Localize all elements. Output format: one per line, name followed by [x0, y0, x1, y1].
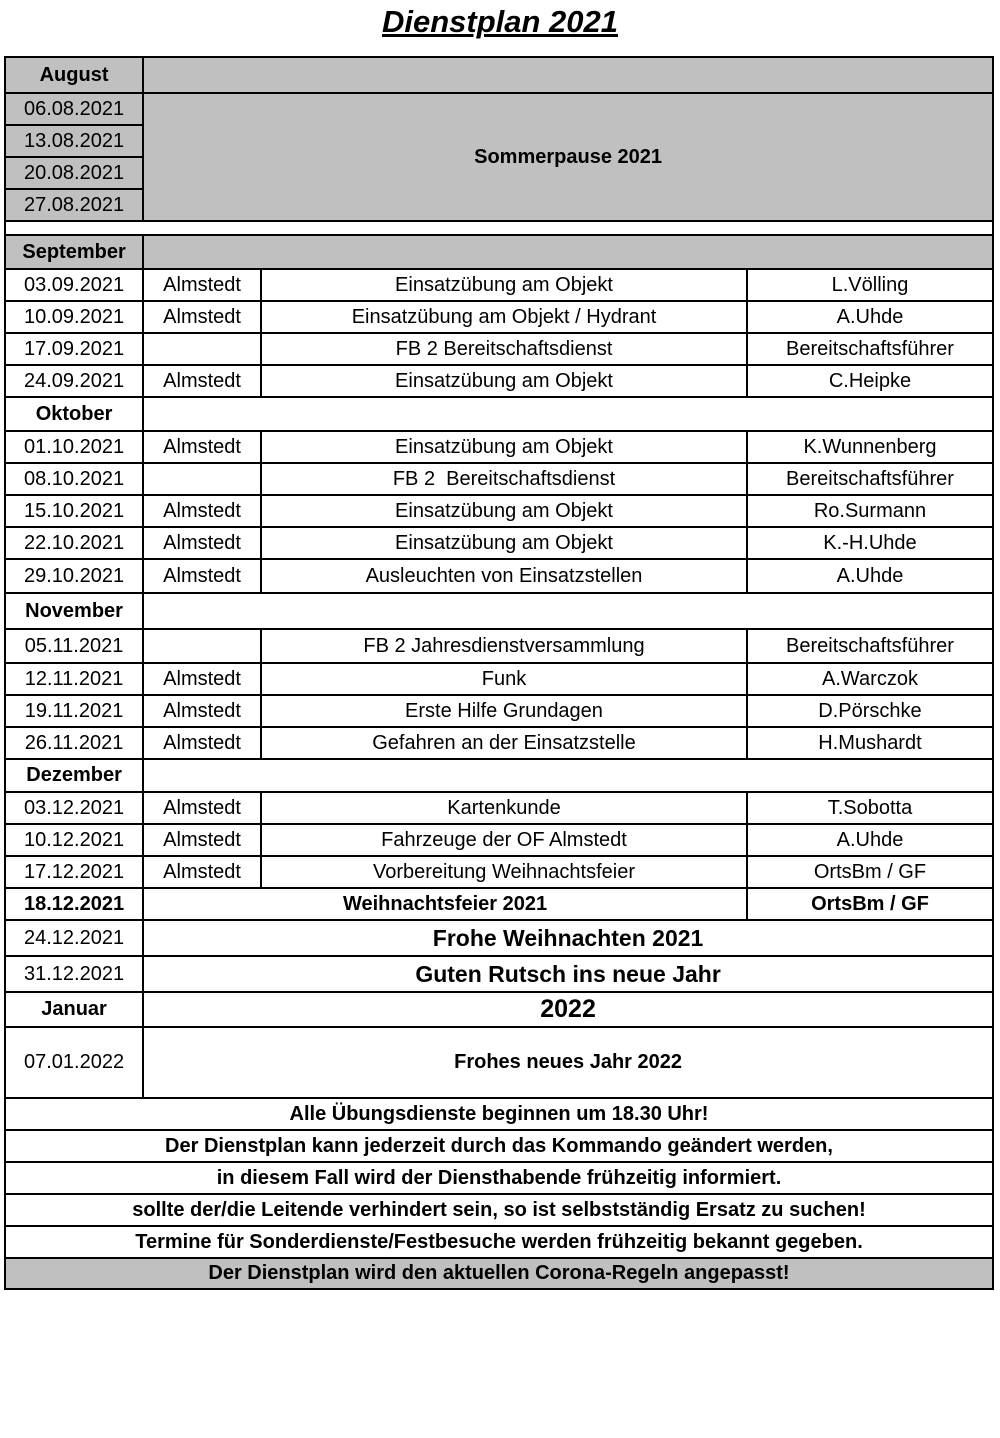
topic-cell: Einsatzübung am Objekt [261, 495, 747, 527]
table-row [5, 301, 993, 333]
topic-cell: Einsatzübung am Objekt [261, 431, 747, 463]
date-cell: 26.11.2021 [5, 727, 143, 759]
topic-cell: FB 2 Bereitschaftsdienst [261, 333, 747, 365]
leader-cell: C.Heipke [747, 365, 993, 397]
date-cell: 22.10.2021 [5, 527, 143, 559]
sommerpause-banner: Sommerpause 2021 [143, 93, 993, 221]
location-cell: Almstedt [143, 663, 261, 695]
note-line: in diesem Fall wird der Diensthabende frühzeitig informiert. [5, 1162, 993, 1194]
topic-cell: Einsatzübung am Objekt [261, 365, 747, 397]
table-row [5, 956, 993, 992]
topic-cell: Kartenkunde [261, 792, 747, 824]
august-date-3: 20.08.2021 [5, 157, 143, 189]
topic-cell: Gefahren an der Einsatzstelle [261, 727, 747, 759]
weihnachten-text: Frohe Weihnachten 2021 [143, 920, 993, 956]
table-row [5, 629, 993, 663]
year-2022: 2022 [143, 992, 993, 1027]
month-september: September [5, 235, 143, 269]
table-row [5, 727, 993, 759]
leader-cell: Ro.Surmann [747, 495, 993, 527]
leader-cell: H.Mushardt [747, 727, 993, 759]
november-header-filler [143, 593, 993, 629]
leader-cell: A.Warczok [747, 663, 993, 695]
table-row [5, 1027, 993, 1098]
table-row [5, 824, 993, 856]
spacer-row [5, 221, 993, 235]
leader-cell: OrtsBm / GF [747, 888, 993, 920]
august-date-1: 06.08.2021 [5, 93, 143, 125]
table-row [5, 920, 993, 956]
location-cell: Almstedt [143, 269, 261, 301]
table-row [5, 792, 993, 824]
date-cell: 03.09.2021 [5, 269, 143, 301]
silvester-text: Guten Rutsch ins neue Jahr [143, 956, 993, 992]
month-november: November [5, 593, 143, 629]
location-cell: Almstedt [143, 431, 261, 463]
neujahr-banner: Frohes neues Jahr 2022 [143, 1027, 993, 1098]
leader-cell: D.Pörschke [747, 695, 993, 727]
topic-cell: Fahrzeuge der OF Almstedt [261, 824, 747, 856]
topic-cell: Einsatzübung am Objekt [261, 527, 747, 559]
august-header-filler [143, 57, 993, 93]
leader-cell: A.Uhde [747, 824, 993, 856]
dienstplan-table [4, 56, 994, 1290]
september-header-filler [143, 235, 993, 269]
leader-cell: Bereitschaftsführer [747, 333, 993, 365]
leader-cell: A.Uhde [747, 301, 993, 333]
topic-cell: FB 2 Jahresdienstversammlung [261, 629, 747, 663]
date-cell: 05.11.2021 [5, 629, 143, 663]
leader-cell: K.Wunnenberg [747, 431, 993, 463]
date-cell: 31.12.2021 [5, 956, 143, 992]
dezember-header-filler [143, 759, 993, 792]
leader-cell: T.Sobotta [747, 792, 993, 824]
leader-cell: L.Völling [747, 269, 993, 301]
oktober-header-filler [143, 397, 993, 431]
leader-cell: Bereitschaftsführer [747, 629, 993, 663]
topic-cell: Funk [261, 663, 747, 695]
date-cell: 12.11.2021 [5, 663, 143, 695]
date-cell: 17.12.2021 [5, 856, 143, 888]
table-row [5, 495, 993, 527]
month-august: August [5, 57, 143, 93]
table-row [5, 527, 993, 559]
table-row [5, 856, 993, 888]
date-cell: 03.12.2021 [5, 792, 143, 824]
page-title: Dienstplan 2021 [381, 4, 619, 39]
note-line: Alle Übungsdienste beginnen um 18.30 Uhr! [5, 1098, 993, 1130]
august-date-4: 27.08.2021 [5, 189, 143, 221]
date-cell: 01.10.2021 [5, 431, 143, 463]
table-row [5, 888, 993, 920]
date-cell: 18.12.2021 [5, 888, 143, 920]
location-cell [143, 463, 261, 495]
august-date-2: 13.08.2021 [5, 125, 143, 157]
date-cell: 08.10.2021 [5, 463, 143, 495]
date-cell: 24.12.2021 [5, 920, 143, 956]
note-line: Der Dienstplan kann jederzeit durch das Kommando geändert werden, [5, 1130, 993, 1162]
date-cell: 29.10.2021 [5, 559, 143, 593]
date-cell: 10.09.2021 [5, 301, 143, 333]
table-row [5, 333, 993, 365]
topic-cell: FB 2 Bereitschaftsdienst [261, 463, 747, 495]
note-line: sollte der/die Leitende verhindert sein, so ist selbstständig Ersatz zu suchen! [5, 1194, 993, 1226]
location-cell: Almstedt [143, 365, 261, 397]
location-cell [143, 629, 261, 663]
location-cell: Almstedt [143, 856, 261, 888]
date-cell: 17.09.2021 [5, 333, 143, 365]
leader-cell: Bereitschaftsführer [747, 463, 993, 495]
date-cell: 19.11.2021 [5, 695, 143, 727]
topic-cell: Weihnachtsfeier 2021 [143, 888, 747, 920]
topic-cell: Erste Hilfe Grundagen [261, 695, 747, 727]
leader-cell: OrtsBm / GF [747, 856, 993, 888]
topic-cell: Ausleuchten von Einsatzstellen [261, 559, 747, 593]
topic-cell: Einsatzübung am Objekt [261, 269, 747, 301]
location-cell: Almstedt [143, 792, 261, 824]
table-row [5, 559, 993, 593]
location-cell: Almstedt [143, 527, 261, 559]
location-cell: Almstedt [143, 559, 261, 593]
date-cell: 10.12.2021 [5, 824, 143, 856]
date-cell: 07.01.2022 [5, 1027, 143, 1098]
table-row [5, 663, 993, 695]
month-dezember: Dezember [5, 759, 143, 792]
location-cell [143, 333, 261, 365]
leader-cell: A.Uhde [747, 559, 993, 593]
month-oktober: Oktober [5, 397, 143, 431]
location-cell: Almstedt [143, 727, 261, 759]
topic-cell: Vorbereitung Weihnachtsfeier [261, 856, 747, 888]
leader-cell: K.-H.Uhde [747, 527, 993, 559]
month-januar: Januar [5, 992, 143, 1027]
location-cell: Almstedt [143, 695, 261, 727]
topic-cell: Einsatzübung am Objekt / Hydrant [261, 301, 747, 333]
location-cell: Almstedt [143, 495, 261, 527]
table-row [5, 365, 993, 397]
table-row [5, 695, 993, 727]
corona-note: Der Dienstplan wird den aktuellen Corona-Regeln angepasst! [5, 1258, 993, 1289]
location-cell: Almstedt [143, 301, 261, 333]
table-row [5, 431, 993, 463]
note-line: Termine für Sonderdienste/Festbesuche werden frühzeitig bekannt gegeben. [5, 1226, 993, 1258]
date-cell: 15.10.2021 [5, 495, 143, 527]
table-row [5, 269, 993, 301]
date-cell: 24.09.2021 [5, 365, 143, 397]
location-cell: Almstedt [143, 824, 261, 856]
table-row [5, 463, 993, 495]
